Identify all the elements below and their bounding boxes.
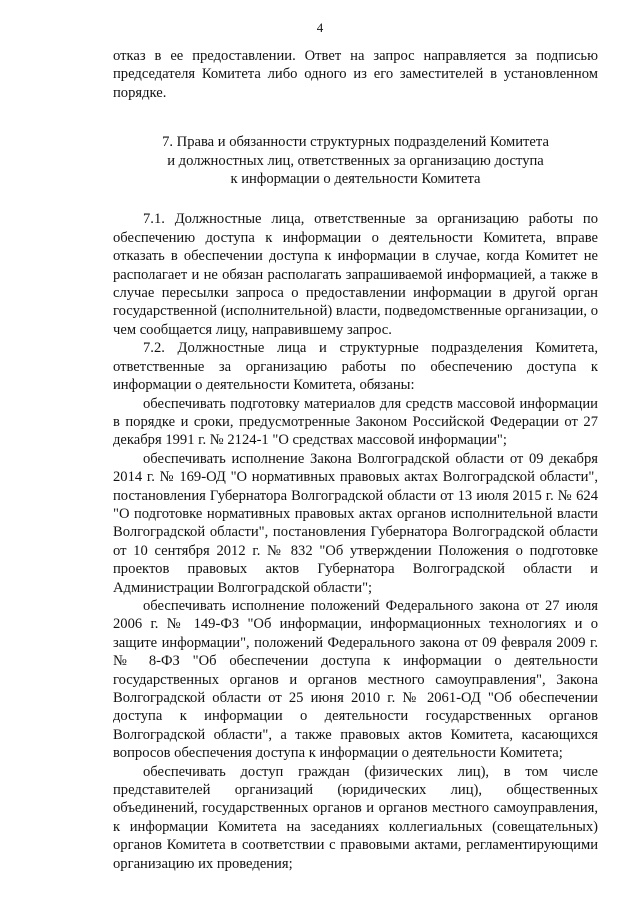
section-heading-line: к информации о деятельности Комитета — [230, 171, 481, 188]
paragraph-7-1: 7.1. Должностные лица, ответственные за организацию работы по обеспечению доступа к информации о деятельности Комитета, вправе отказать в обеспечении доступа к информации в случае, когда Комитет не располагает и не обязан располагать запрашиваемой информацией, а также в случае пересылки запроса о предоставлении информации в другой орган государственной (исполнительной) власти, подведомственные организации, о чем сообщается лицу, направившему запрос. — [113, 211, 598, 338]
section-heading-line: и должностных лиц, ответственных за организацию доступа — [167, 152, 544, 169]
document-body — [113, 47, 598, 873]
paragraph-7-2: 7.2. Должностные лица и структурные подразделения Комитета, ответственные за организацию работы по обеспечению доступа к информации о деятельности Комитета, обязаны: — [113, 340, 598, 394]
duty-paragraph: обеспечивать подготовку материалов для средств массовой информации в порядке и сроки, предусмотренные Законом Российской Федерации от 27 декабря 1991 г. № 2124-1 "О средствах массовой информации"; — [113, 395, 598, 449]
section-heading-line: 7. Права и обязанности структурных подразделений Комитета — [162, 134, 549, 151]
intro-paragraph: отказ в ее предоставлении. Ответ на запрос направляется за подписью председателя Комитета либо одного из его заместителей в установленном порядке. — [113, 48, 598, 101]
duty-paragraph: обеспечивать исполнение положений Федерального закона от 27 июля 2006 г. № 149-ФЗ "Об информации, информационных технологиях и о защите информации", положений Федерального закона от 09 февраля 2009 г. № 8-ФЗ "Об обеспечении доступа к информации о деятельности государственных органов и органов местного самоуправления", Закона Волгоградской области от 25 июня 2010 г. № 2061-ОД "Об обеспечении доступа к информации о деятельности государственных органов Волгоградской области", а также правовых актов Комитета, касающихся вопросов обеспечения доступа к информации о деятельности Комитета; — [113, 597, 598, 762]
section-heading — [113, 133, 598, 188]
duty-paragraph: обеспечивать исполнение Закона Волгоградской области от 09 декабря 2014 г. № 169-ОД "О нормативных правовых актах Волгоградской области", постановления Губернатора Волгоградской области от 13 июля 2015 г. № 624 "О подготовке нормативных правовых актах органов исполнительной власти Волгоградской области", постановления Губернатора Волгоградской области от 10 сентября 2012 г. № 832 "Об утверждении Положения о подготовке проектов правовых актов Губернатора Волгоградской области и Администрации Волгоградской области"; — [113, 450, 598, 596]
duty-paragraph: обеспечивать доступ граждан (физических лиц), в том числе представителей организаций (юридических лиц), общественных объединений, государственных органов и органов местного самоуправления, к информации Комитета на заседаниях коллегиальных (совещательных) органов Комитета в соответствии с правовыми актами, регламентирующими организацию их проведения; — [113, 763, 598, 872]
page-number: 4 — [316, 20, 324, 35]
